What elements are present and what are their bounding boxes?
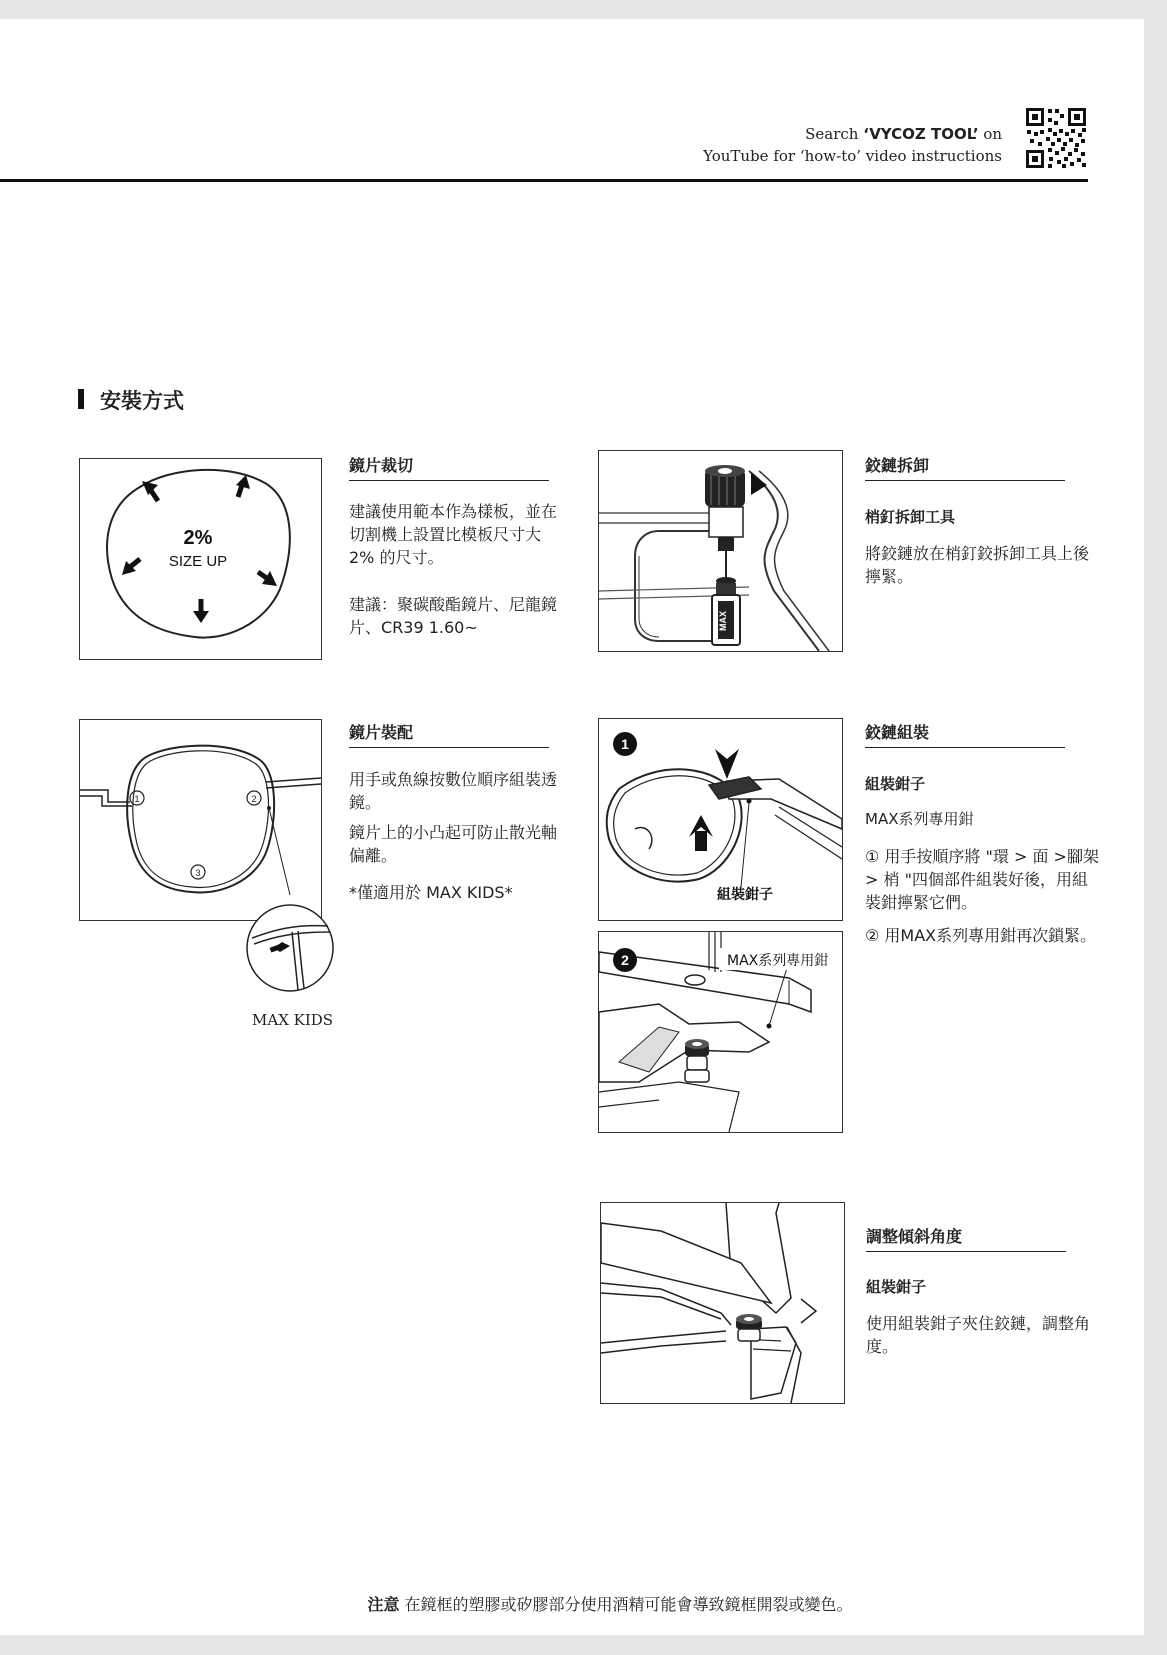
lens-fitting-figure [79,719,322,921]
hinge-removal-heading: 鉸鏈拆卸 [865,453,1065,481]
header-rule [0,179,1088,182]
hinge-assembly-figure-2 [598,931,843,1133]
qr-code-icon[interactable] [1024,106,1088,170]
footer-text: 在鏡框的塑膠或矽膠部分使用酒精可能會導致鏡框開裂或變色。 [399,1595,853,1614]
lens-order-1: 1 [134,794,140,804]
hinge-assembly-heading: 鉸鏈組裝 [865,720,1065,748]
lens-order-3: 3 [195,868,201,878]
lens-cutting-figure [79,458,322,660]
tilt-adjust-figure [600,1202,845,1404]
brand-name: ‘VYCOZ TOOL’ [863,125,979,143]
lens-bump-detail-icon [244,902,336,994]
max-pliers-label: MAX系列專用鉗 [727,953,829,969]
tilt-adjust-heading: 調整傾斜角度 [866,1224,1066,1252]
assembly-pliers-label: 組裝鉗子 [717,887,773,903]
hinge-removal-figure [598,450,843,652]
section-title: 安裝方式 [100,389,184,413]
lens-fitting-text2: 鏡片上的小凸起可防止散光軸偏離。 [349,823,558,865]
size-percent-label: 2% [183,527,213,549]
hinge-assembly-figure-1 [598,718,843,921]
document-page [0,19,1144,1635]
hinge-assembly-tool: 組裝鉗子 [865,775,926,793]
hinge-assembly-text1: ① 用手按順序將 "環 > 面 >腳架 > 梢 "四個部件組裝好後，用組裝鉗擰緊它們。 [865,847,1099,912]
footer-label: 注意 [367,1595,400,1614]
header-line2: YouTube for ‘how-to’ video instructions [703,147,1002,165]
hinge-removal-tool: 梢釘拆卸工具 [865,508,956,526]
footer-note [300,1592,920,1615]
lens-fitting-text1: 用手或魚線按數位順序組裝透鏡。 [349,770,558,812]
lens-order-2: 2 [251,794,257,804]
lens-fitting-heading: 鏡片裝配 [349,720,549,748]
step-badge-1: 1 [621,736,629,752]
size-up-label: SIZE UP [168,553,228,570]
section-marker [78,389,84,409]
header-line1: Search ‘VYCOZ TOOL’ on [805,125,1002,143]
hinge-removal-text: 將鉸鏈放在梢釘鉸拆卸工具上後擰緊。 [865,544,1090,586]
lens-fitting-note: *僅適用於 MAX KIDS* [349,883,513,902]
tilt-adjust-tool: 組裝鉗子 [866,1278,927,1296]
hinge-assembly-text2: ② 用MAX系列專用鉗再次鎖緊。 [865,926,1097,945]
lens-cutting-text2: 建議：聚碳酸酯鏡片、尼龍鏡片、CR39 1.60~ [349,595,558,637]
max-kids-caption: MAX KIDS [252,1011,334,1029]
lens-cutting-text1: 建議使用範本作為樣板，並在切割機上設置比模板尺寸大 2% 的尺寸。 [349,502,558,567]
lens-cutting-heading: 鏡片裁切 [349,453,549,481]
max-tool-label: MAX [718,611,728,631]
tilt-adjust-text: 使用組裝鉗子夾住鉸鏈，調整角度。 [866,1314,1091,1356]
step-badge-2: 2 [621,952,629,968]
hinge-assembly-max-tool: MAX系列專用鉗 [865,810,974,828]
header-instructions [560,123,1002,167]
